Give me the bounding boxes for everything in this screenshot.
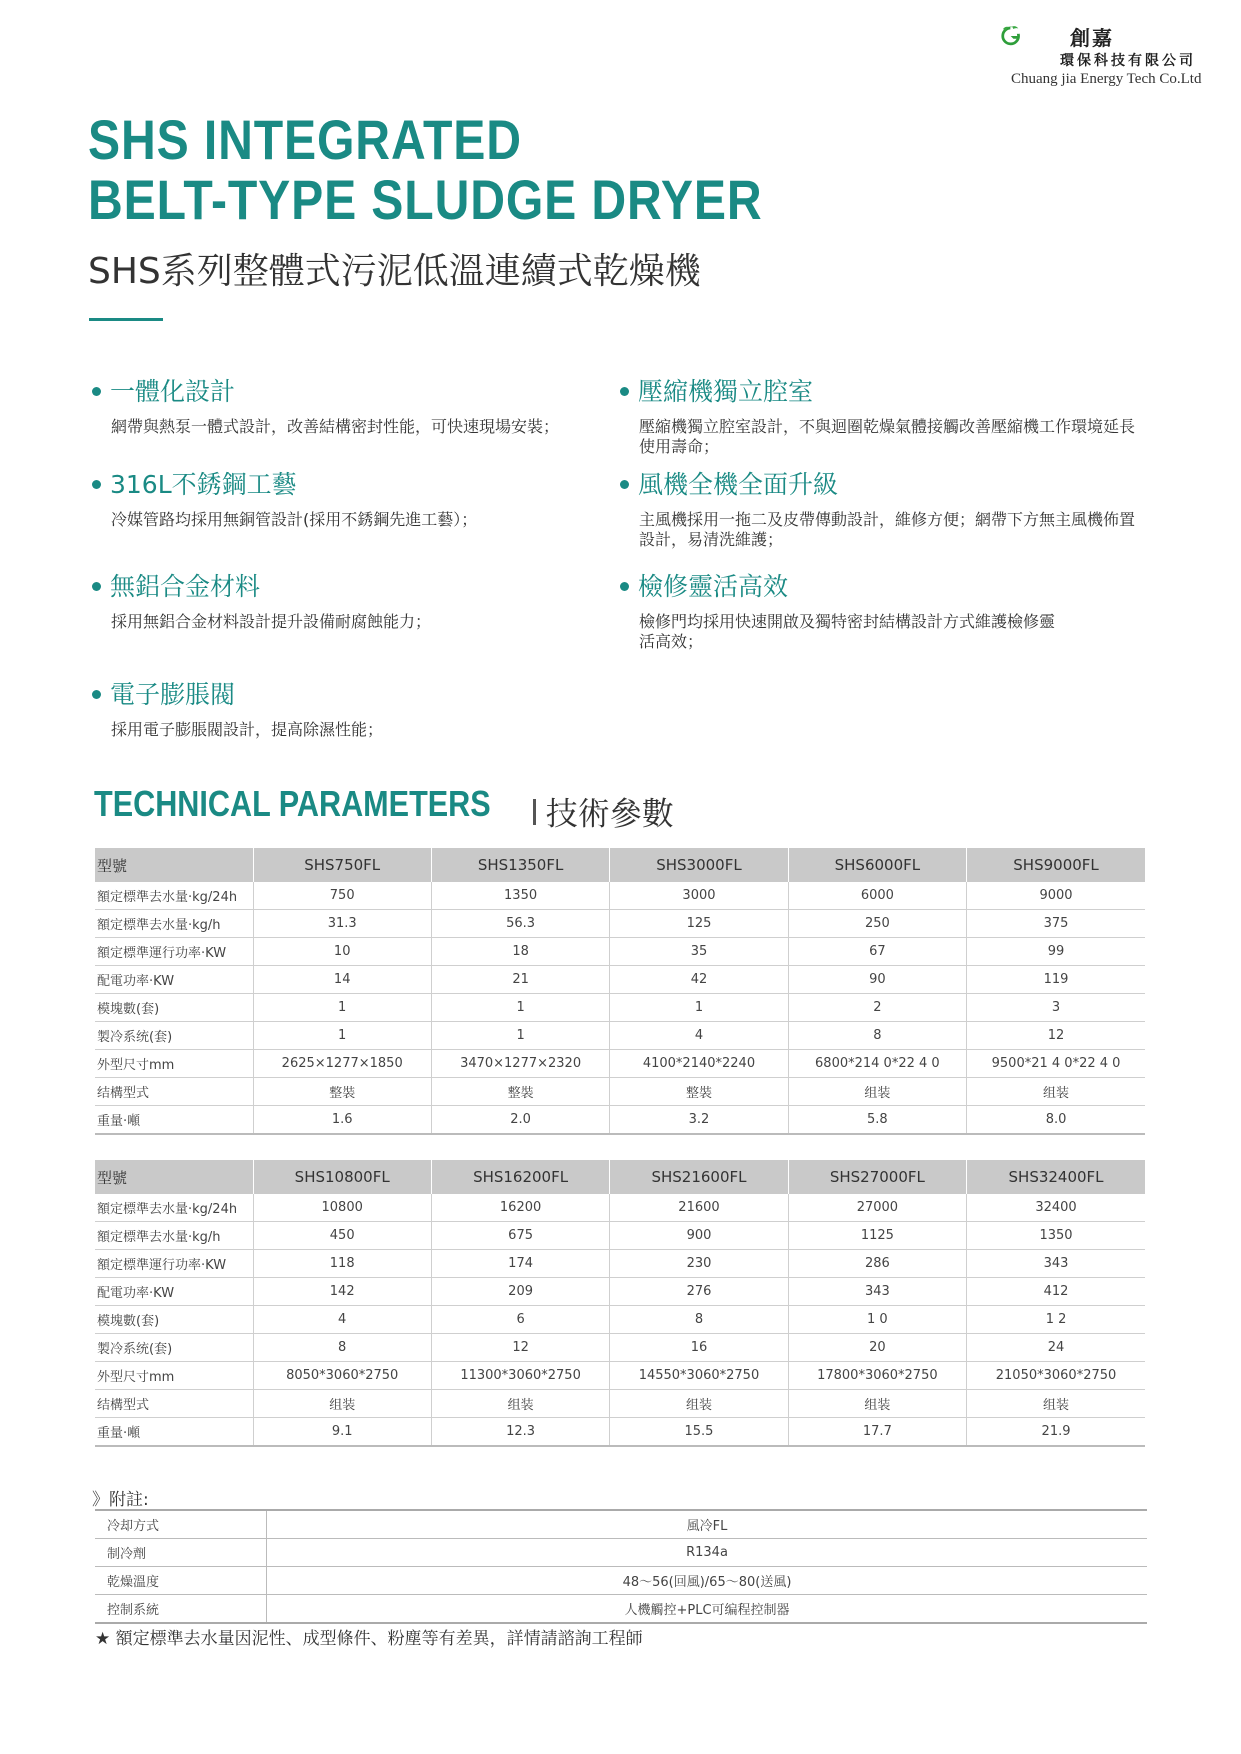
value-cell: 9000 <box>967 882 1145 910</box>
value-cell: 3.2 <box>610 1106 788 1135</box>
notes-row <box>95 1567 1147 1595</box>
value-cell: 4 <box>610 1022 788 1050</box>
value-cell: 風冷FL <box>267 1510 1148 1539</box>
value-cell: 1 <box>431 994 609 1022</box>
page-title-chinese: SHS系列整體式污泥低溫連續式乾燥機 <box>88 251 701 292</box>
value-cell: 276 <box>610 1278 788 1306</box>
value-cell: 1.6 <box>253 1106 431 1135</box>
row-label-cell: 額定標準運行功率·KW <box>95 1250 253 1278</box>
row-label-cell: 结構型式 <box>95 1390 253 1418</box>
value-cell: 1 2 <box>967 1306 1145 1334</box>
row-label-cell: 額定標準去水量·kg/24h <box>95 1194 253 1222</box>
table-header-cell: SHS32400FL <box>967 1160 1145 1194</box>
row-label-cell: 结構型式 <box>95 1078 253 1106</box>
value-cell: 174 <box>431 1250 609 1278</box>
value-cell: 31.3 <box>253 910 431 938</box>
tech-heading-chinese: 技術參數 <box>545 794 674 833</box>
value-cell: 1 0 <box>788 1306 966 1334</box>
table-row <box>95 1334 1145 1362</box>
title-line-2: BELT-TYPE SLUDGE DRYER <box>88 168 763 231</box>
value-cell: 6800*214 0*22 4 0 <box>788 1050 966 1078</box>
notes-row <box>95 1510 1147 1539</box>
value-cell: 1 <box>253 1022 431 1050</box>
value-cell: 18 <box>431 938 609 966</box>
table-header-cell: SHS6000FL <box>788 848 966 882</box>
table-row <box>95 1362 1145 1390</box>
table-header-row <box>95 848 1145 882</box>
value-cell: 17.7 <box>788 1418 966 1447</box>
value-cell: 3470×1277×2320 <box>431 1050 609 1078</box>
feature-item <box>92 470 612 530</box>
value-cell: 35 <box>610 938 788 966</box>
value-cell: 11300*3060*2750 <box>431 1362 609 1390</box>
feature-title: 一體化設計 <box>110 377 236 406</box>
value-cell: 2 <box>788 994 966 1022</box>
feature-title: 壓縮機獨立腔室 <box>638 377 814 406</box>
table-row <box>95 1050 1145 1078</box>
value-cell: 230 <box>610 1250 788 1278</box>
feature-title: 風機全機全面升級 <box>638 470 839 499</box>
row-label-cell: 製冷系统(套) <box>95 1334 253 1362</box>
value-cell: 1350 <box>967 1222 1145 1250</box>
table-row <box>95 1106 1145 1135</box>
value-cell: 人機觸控+PLC可编程控制器 <box>267 1595 1148 1624</box>
feature-desc: 壓縮機獨立腔室設計，不與迴圈乾燥氣體接觸改善壓縮機工作環境延長使用壽命； <box>639 417 1136 456</box>
value-cell: 450 <box>253 1222 431 1250</box>
row-label-cell: 重量·噸 <box>95 1418 253 1447</box>
spec-table-1 <box>95 848 1145 1135</box>
logo-english-name: Chuang jia Energy Tech Co.Ltd <box>1011 71 1202 87</box>
feature-item <box>620 377 1140 457</box>
row-label-cell: 額定標準去水量·kg/h <box>95 1222 253 1250</box>
spec-table-2 <box>95 1160 1145 1447</box>
value-cell: 1350 <box>431 882 609 910</box>
row-label-cell: 冷却方式 <box>95 1510 267 1539</box>
value-cell: 1 <box>431 1022 609 1050</box>
heading-separator <box>533 799 536 825</box>
value-cell: 412 <box>967 1278 1145 1306</box>
row-label-cell: 額定標準運行功率·KW <box>95 938 253 966</box>
table-row <box>95 1078 1145 1106</box>
table-row <box>95 1306 1145 1334</box>
value-cell: 209 <box>431 1278 609 1306</box>
value-cell: 675 <box>431 1222 609 1250</box>
value-cell: 90 <box>788 966 966 994</box>
value-cell: 5.8 <box>788 1106 966 1135</box>
table-header-row <box>95 1160 1145 1194</box>
tech-heading-english: TECHNICAL PARAMETERS <box>94 783 491 824</box>
value-cell: 组装 <box>610 1390 788 1418</box>
table-header-cell: SHS3000FL <box>610 848 788 882</box>
row-label-cell: 配電功率·KW <box>95 966 253 994</box>
value-cell: 3000 <box>610 882 788 910</box>
bullet-icon <box>92 480 101 489</box>
value-cell: 整裝 <box>431 1078 609 1106</box>
value-cell: 21.9 <box>967 1418 1145 1447</box>
value-cell: 250 <box>788 910 966 938</box>
value-cell: 56.3 <box>431 910 609 938</box>
feature-item <box>92 572 612 632</box>
feature-item <box>92 680 612 740</box>
value-cell: 8.0 <box>967 1106 1145 1135</box>
table-row <box>95 1194 1145 1222</box>
value-cell: 整裝 <box>253 1078 431 1106</box>
table-header-cell: 型號 <box>95 1160 253 1194</box>
feature-item <box>620 572 1140 652</box>
technical-parameters-heading <box>94 783 674 835</box>
value-cell: 8 <box>788 1022 966 1050</box>
value-cell: 8050*3060*2750 <box>253 1362 431 1390</box>
row-label-cell: 製冷系统(套) <box>95 1022 253 1050</box>
feature-desc: 採用無鋁合金材料設計提升設備耐腐蝕能力； <box>111 612 432 631</box>
table-header-cell: SHS16200FL <box>431 1160 609 1194</box>
value-cell: 20 <box>788 1334 966 1362</box>
table-row <box>95 938 1145 966</box>
feature-item <box>620 470 1140 550</box>
row-label-cell: 模塊數(套) <box>95 994 253 1022</box>
row-label-cell: 控制系統 <box>95 1595 267 1624</box>
feature-desc: 網帶與熱泵一體式設計，改善結構密封性能，可快速現場安裝； <box>111 417 560 436</box>
value-cell: 343 <box>788 1278 966 1306</box>
value-cell: 286 <box>788 1250 966 1278</box>
bullet-icon <box>92 690 101 699</box>
table-row <box>95 1390 1145 1418</box>
row-label-cell: 配電功率·KW <box>95 1278 253 1306</box>
value-cell: 3 <box>967 994 1145 1022</box>
value-cell: 119 <box>967 966 1145 994</box>
feature-title: 無鋁合金材料 <box>110 572 261 601</box>
value-cell: 8 <box>610 1306 788 1334</box>
feature-desc: 採用電子膨脹閥設計，提高除濕性能； <box>111 720 384 739</box>
value-cell: 1125 <box>788 1222 966 1250</box>
value-cell: 4 <box>253 1306 431 1334</box>
row-label-cell: 重量·噸 <box>95 1106 253 1135</box>
row-label-cell: 額定標準去水量·kg/h <box>95 910 253 938</box>
table-header-cell: SHS750FL <box>253 848 431 882</box>
value-cell: 375 <box>967 910 1145 938</box>
value-cell: 14 <box>253 966 431 994</box>
value-cell: 14550*3060*2750 <box>610 1362 788 1390</box>
bullet-icon <box>620 480 629 489</box>
table-row <box>95 882 1145 910</box>
value-cell: 27000 <box>788 1194 966 1222</box>
feature-title: 316L不銹鋼工藝 <box>110 470 297 499</box>
value-cell: 12.3 <box>431 1418 609 1447</box>
table-row <box>95 994 1145 1022</box>
value-cell: 16 <box>610 1334 788 1362</box>
feature-desc: 主風機採用一拖二及皮帶傳動設計，維修方便；網帶下方無主風機佈置設計，易清洗維護； <box>639 510 1136 549</box>
value-cell: 67 <box>788 938 966 966</box>
value-cell: 组装 <box>431 1390 609 1418</box>
table-header-cell: 型號 <box>95 848 253 882</box>
value-cell: 组装 <box>788 1390 966 1418</box>
value-cell: 750 <box>253 882 431 910</box>
title-line-1: SHS INTEGRATED <box>88 108 522 171</box>
value-cell: 17800*3060*2750 <box>788 1362 966 1390</box>
value-cell: 8 <box>253 1334 431 1362</box>
value-cell: 21 <box>431 966 609 994</box>
feature-item <box>92 377 612 437</box>
value-cell: 2.0 <box>431 1106 609 1135</box>
value-cell: 21600 <box>610 1194 788 1222</box>
value-cell: 1 <box>610 994 788 1022</box>
value-cell: 32400 <box>967 1194 1145 1222</box>
value-cell: 1 <box>253 994 431 1022</box>
value-cell: 343 <box>967 1250 1145 1278</box>
value-cell: 142 <box>253 1278 431 1306</box>
value-cell: 48～56(回風)/65～80(送風) <box>267 1567 1148 1595</box>
value-cell: 21050*3060*2750 <box>967 1362 1145 1390</box>
value-cell: 24 <box>967 1334 1145 1362</box>
value-cell: 组装 <box>967 1078 1145 1106</box>
notes-title: 》附註: <box>92 1490 149 1510</box>
value-cell: R134a <box>267 1539 1148 1567</box>
feature-title: 電子膨脹閥 <box>110 680 236 709</box>
table-row <box>95 966 1145 994</box>
value-cell: 6000 <box>788 882 966 910</box>
notes-row <box>95 1539 1147 1567</box>
value-cell: 99 <box>967 938 1145 966</box>
value-cell: 15.5 <box>610 1418 788 1447</box>
table-header-cell: SHS9000FL <box>967 848 1145 882</box>
row-label-cell: 制冷劑 <box>95 1539 267 1567</box>
table-header-cell: SHS10800FL <box>253 1160 431 1194</box>
footnote: ★ 額定標準去水量因泥性、成型條件、粉塵等有差異，詳情請諮詢工程師 <box>95 1629 643 1649</box>
value-cell: 9.1 <box>253 1418 431 1447</box>
row-label-cell: 外型尺寸mm <box>95 1050 253 1078</box>
value-cell: 42 <box>610 966 788 994</box>
value-cell: 9500*21 4 0*22 4 0 <box>967 1050 1145 1078</box>
feature-desc: 檢修門均採用快速開啟及獨特密封結構設計方式維護檢修靈活高效； <box>639 612 1056 651</box>
value-cell: 125 <box>610 910 788 938</box>
table-row <box>95 1022 1145 1050</box>
row-label-cell: 額定標準去水量·kg/24h <box>95 882 253 910</box>
page-title-english <box>88 110 762 230</box>
bullet-icon <box>620 387 629 396</box>
value-cell: 组装 <box>967 1390 1145 1418</box>
table-header-cell: SHS1350FL <box>431 848 609 882</box>
value-cell: 组装 <box>253 1390 431 1418</box>
notes-row <box>95 1595 1147 1624</box>
value-cell: 118 <box>253 1250 431 1278</box>
table-header-cell: SHS27000FL <box>788 1160 966 1194</box>
table-row <box>95 1222 1145 1250</box>
notes-table <box>95 1509 1147 1624</box>
row-label-cell: 模塊數(套) <box>95 1306 253 1334</box>
value-cell: 2625×1277×1850 <box>253 1050 431 1078</box>
feature-title: 檢修靈活高效 <box>638 572 789 601</box>
value-cell: 4100*2140*2240 <box>610 1050 788 1078</box>
table-row <box>95 1250 1145 1278</box>
value-cell: 6 <box>431 1306 609 1334</box>
row-label-cell: 外型尺寸mm <box>95 1362 253 1390</box>
feature-desc: 冷媒管路均採用無銅管設計(採用不銹鋼先進工藝）； <box>111 510 478 529</box>
table-header-cell: SHS21600FL <box>610 1160 788 1194</box>
title-divider <box>89 318 163 321</box>
value-cell: 10800 <box>253 1194 431 1222</box>
bullet-icon <box>92 582 101 591</box>
row-label-cell: 乾燥溫度 <box>95 1567 267 1595</box>
value-cell: 10 <box>253 938 431 966</box>
table-row <box>95 1418 1145 1447</box>
value-cell: 900 <box>610 1222 788 1250</box>
table-row <box>95 910 1145 938</box>
logo-chinese-name: 創嘉 <box>1070 26 1114 50</box>
value-cell: 16200 <box>431 1194 609 1222</box>
bullet-icon <box>620 582 629 591</box>
value-cell: 12 <box>431 1334 609 1362</box>
logo-chinese-company: 環保科技有限公司 <box>1060 53 1196 69</box>
bullet-icon <box>92 387 101 396</box>
value-cell: 12 <box>967 1022 1145 1050</box>
table-row <box>95 1278 1145 1306</box>
value-cell: 整裝 <box>610 1078 788 1106</box>
value-cell: 组装 <box>788 1078 966 1106</box>
